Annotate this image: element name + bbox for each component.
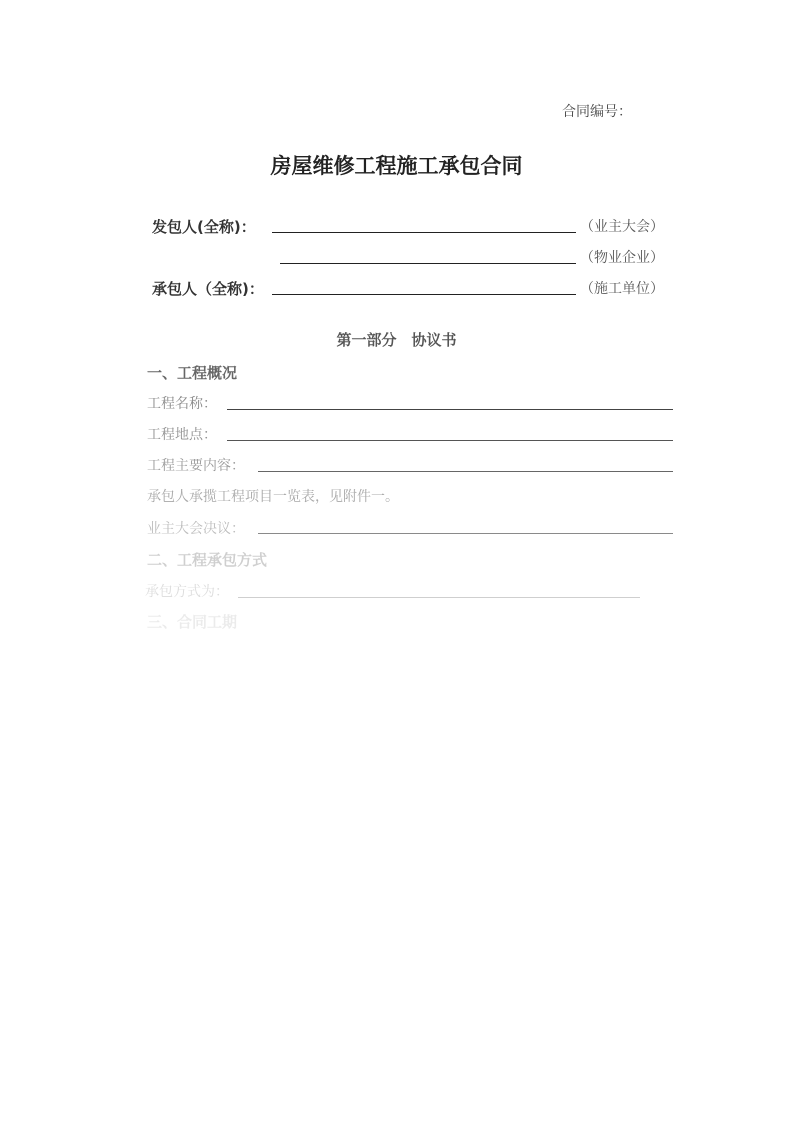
contractor-label: 承包人（全称)： [152, 280, 264, 298]
owners-resolution-line[interactable] [258, 533, 673, 534]
employer-note-property-company: （物业企业） [580, 250, 664, 266]
contractor-note: （施工单位） [580, 281, 664, 297]
section1-heading: 一、工程概况 [147, 364, 238, 382]
project-location-line[interactable] [227, 440, 673, 441]
project-content-line[interactable] [258, 471, 673, 472]
project-content-label: 工程主要内容： [147, 458, 245, 474]
project-name-line[interactable] [227, 409, 673, 410]
contractor-name-line[interactable] [272, 294, 576, 295]
owners-resolution-label: 业主大会决议： [147, 521, 245, 537]
project-list-text: 承包人承揽工程项目一览表，见附件一。 [147, 489, 399, 505]
project-name-label: 工程名称： [147, 396, 217, 412]
employer-property-company-line[interactable] [280, 263, 576, 264]
contract-number-label: 合同编号： [562, 104, 632, 120]
section3-heading: 三、合同工期 [147, 613, 238, 631]
document-title: 房屋维修工程施工承包合同 [270, 154, 523, 178]
employer-name-line[interactable] [272, 232, 576, 233]
contract-method-label: 承包方式为： [145, 584, 229, 600]
section2-heading: 二、工程承包方式 [147, 551, 268, 569]
contract-method-line[interactable] [238, 597, 640, 598]
part-one-title: 第一部分 协议书 [336, 331, 457, 349]
project-location-label: 工程地点： [147, 427, 217, 443]
employer-note-owners-assembly: （业主大会） [580, 219, 664, 235]
employer-label: 发包人(全称)： [152, 218, 256, 236]
